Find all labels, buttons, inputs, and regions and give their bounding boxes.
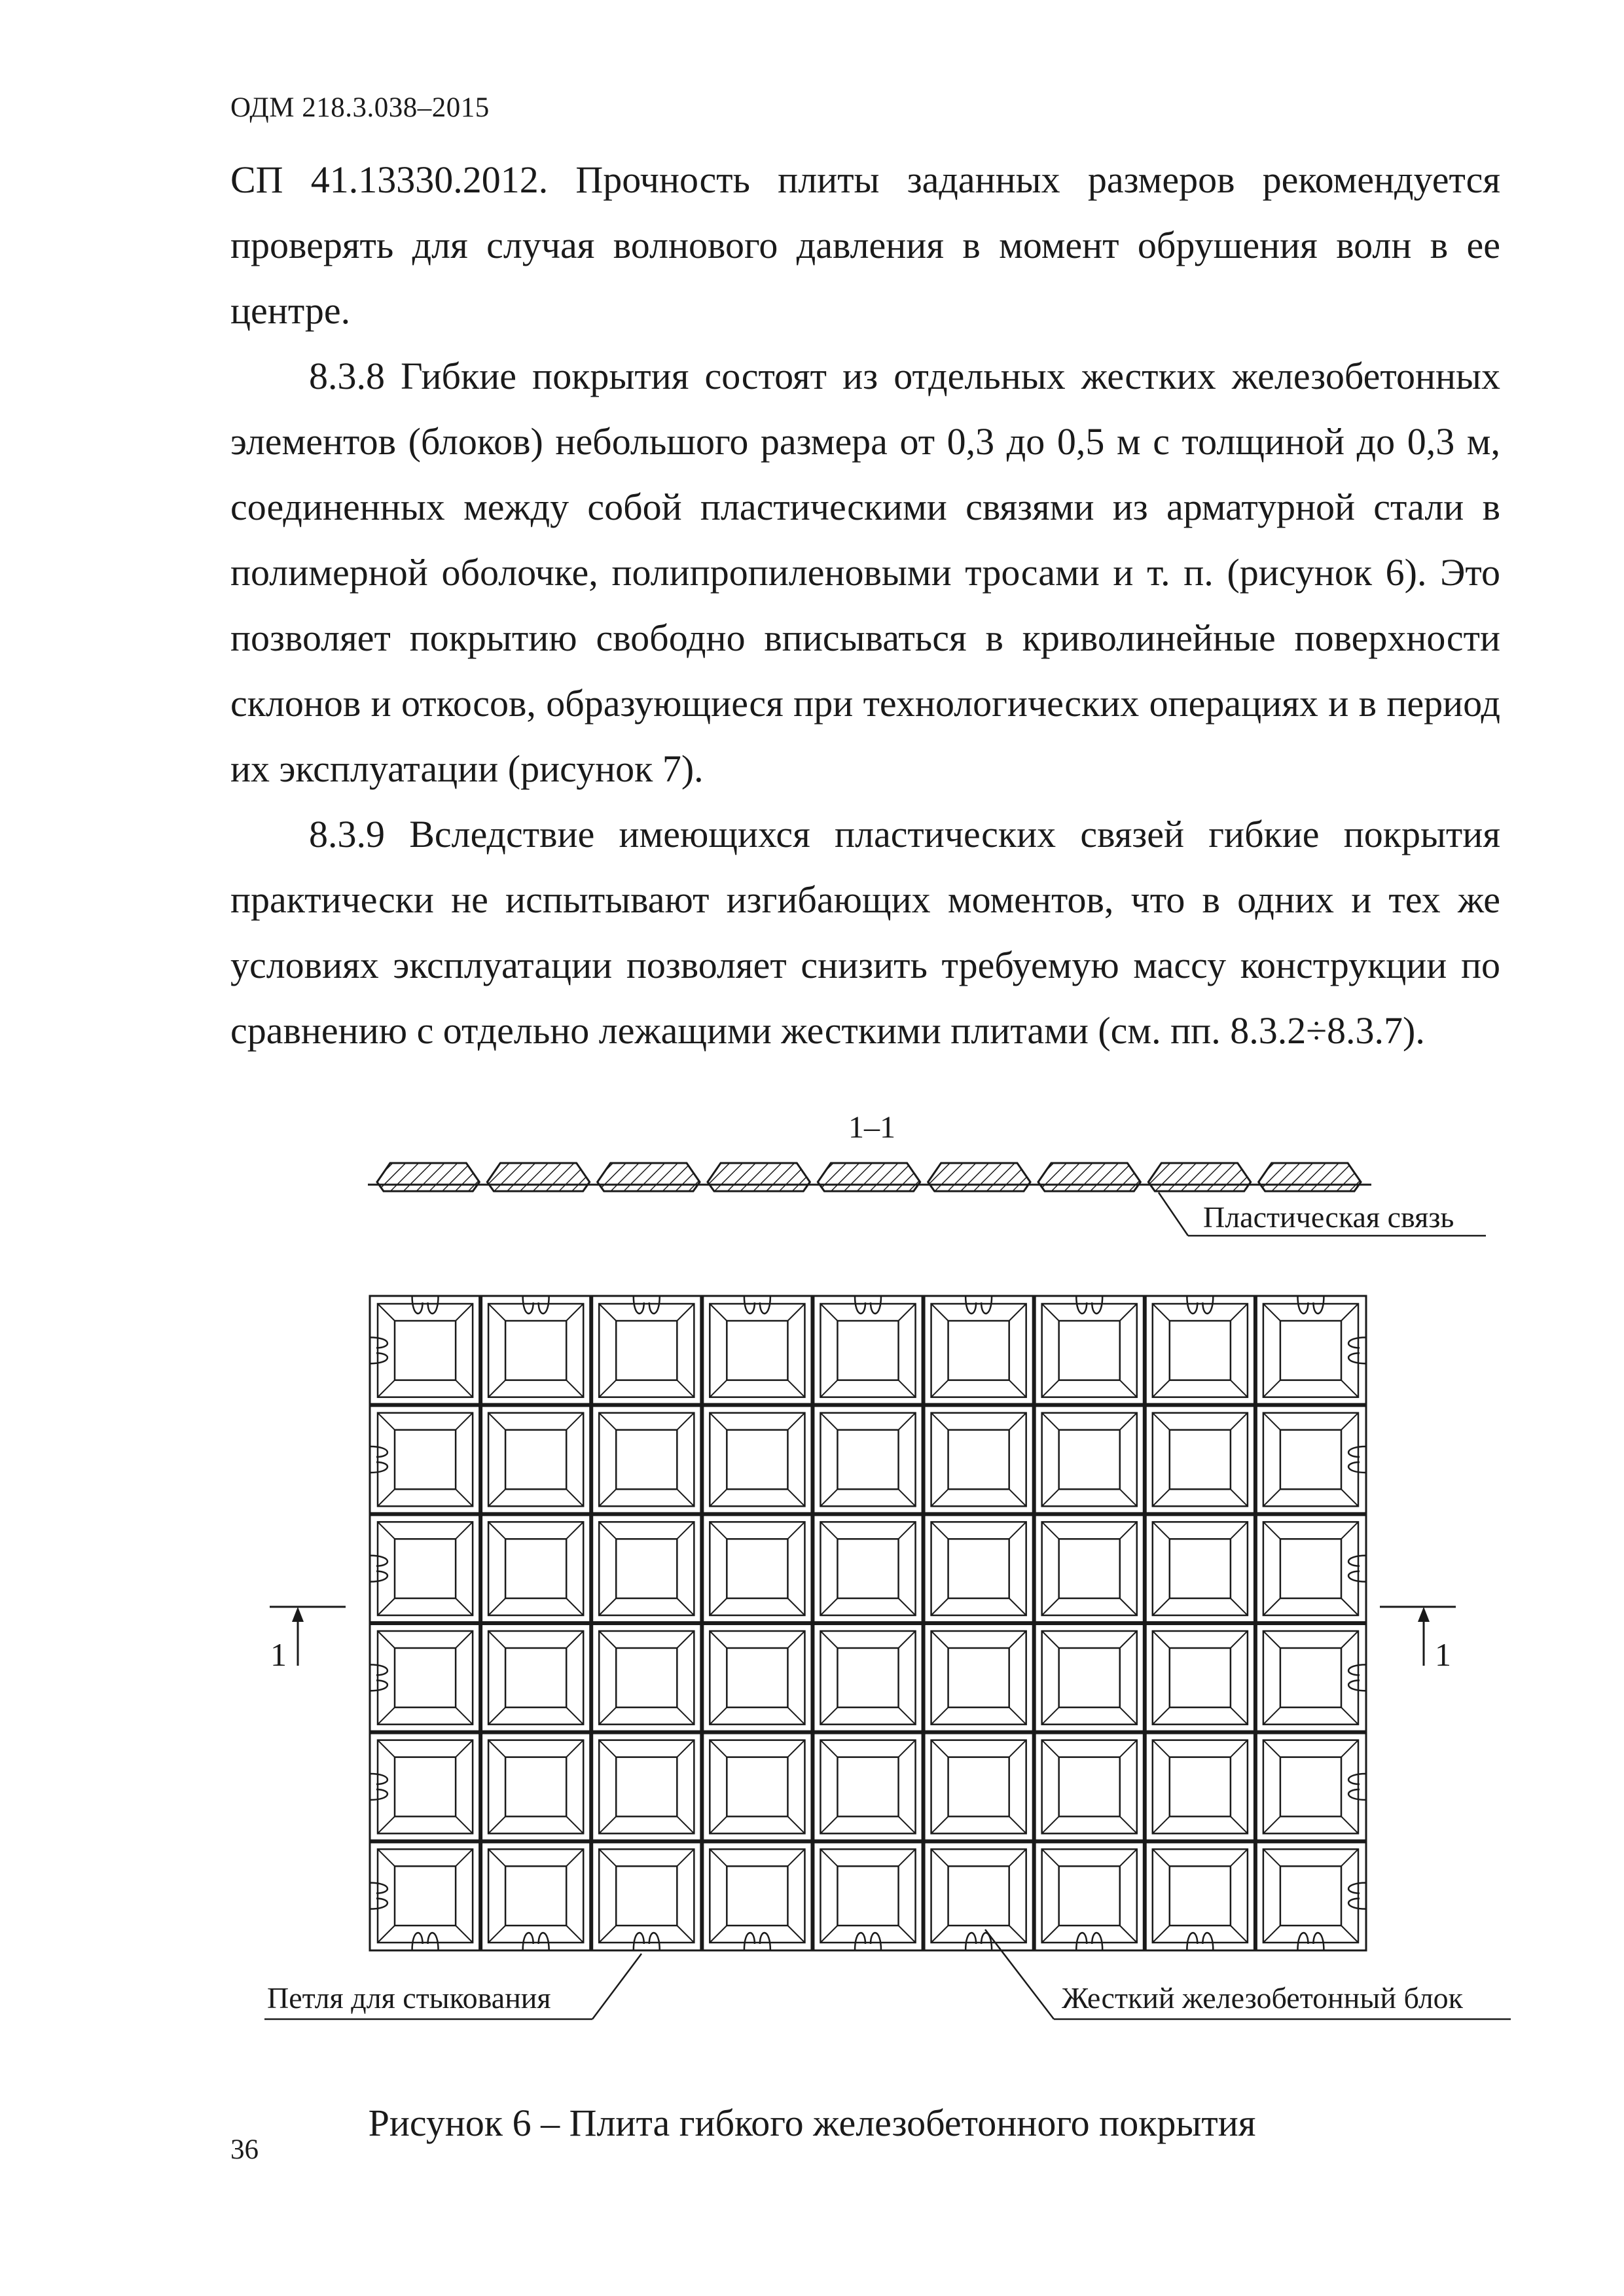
docking-loop [370,1337,388,1363]
plan-grid [370,1296,1366,1950]
concrete-block [931,1413,1026,1507]
concrete-block [599,1849,694,1943]
section-mark-right [1380,1607,1456,1673]
page-number: 36 [230,2134,259,2165]
concrete-block [820,1304,915,1397]
concrete-block [599,1413,694,1507]
document-code: ОДМ 218.3.038–2015 [230,92,490,123]
concrete-block [1042,1304,1137,1397]
concrete-block [1153,1631,1248,1725]
concrete-block [710,1849,804,1943]
concrete-block [1153,1849,1248,1943]
docking-loop [1348,1446,1366,1473]
concrete-block [1042,1631,1137,1725]
concrete-block [710,1413,804,1507]
docking-loop [634,1296,660,1314]
concrete-block [931,1304,1026,1397]
loop-label: Петля для стыкования [267,1981,551,2015]
docking-loop [1297,1933,1324,1950]
concrete-block [931,1522,1026,1615]
docking-loop [1076,1933,1102,1950]
concrete-block [1153,1413,1248,1507]
concrete-block [599,1740,694,1834]
section-block [487,1163,589,1191]
concrete-block [820,1849,915,1943]
concrete-block [378,1304,473,1397]
concrete-block [820,1522,915,1615]
concrete-block [378,1522,473,1615]
plastic-link-callout [1159,1193,1486,1236]
docking-loop [965,1933,992,1950]
docking-loop [523,1933,549,1950]
section-label: 1–1 [848,1110,895,1145]
paragraph-8-3-8: 8.3.8 Гибкие покрытия состоят из отдельных жестких железобетонных элементов (блоков) небольшого размера от 0,3 до 0,5 м с толщиной до 0,3 м, соединенных между собой пластическими связями из арматурной стали в полимерной оболочке, полипропиленовыми тросами и т. п. (рисунок 6). Это позволяет покрытию свободно вписываться в криволинейные поверхности склонов и откосов, образующиеся при технологических операциях и в период их эксплуатации (рисунок 7). [230,355,1500,790]
docking-loop [1297,1296,1324,1314]
concrete-block [1263,1522,1358,1615]
section-profile [368,1163,1371,1191]
concrete-block [820,1740,915,1834]
docking-loop [370,1664,388,1691]
loop-callout [264,1954,641,2019]
section-block [1259,1163,1361,1191]
concrete-block [599,1304,694,1397]
section-mark-right-label: 1 [1435,1636,1451,1673]
docking-loop [370,1556,388,1582]
docking-loop [1348,1664,1366,1691]
concrete-block [488,1849,583,1943]
concrete-block [931,1740,1026,1834]
concrete-block [820,1631,915,1725]
concrete-block [1263,1631,1358,1725]
concrete-block [1263,1740,1358,1834]
concrete-block [599,1631,694,1725]
concrete-block [378,1631,473,1725]
docking-loop [1187,1933,1213,1950]
figure-caption: Рисунок 6 – Плита гибкого железобетонного покрытия [368,2102,1256,2144]
docking-loop [744,1296,770,1314]
docking-loop [412,1933,439,1950]
concrete-block [1153,1740,1248,1834]
docking-loop [634,1933,660,1950]
concrete-block [820,1413,915,1507]
concrete-block [1263,1304,1358,1397]
section-block [1148,1163,1250,1191]
docking-loop [523,1296,549,1314]
concrete-block [710,1631,804,1725]
concrete-block [1042,1413,1137,1507]
section-mark-left-label: 1 [270,1636,287,1673]
concrete-block [1263,1413,1358,1507]
docking-loop [1348,1337,1366,1363]
docking-loop [1348,1556,1366,1582]
section-block [928,1163,1030,1191]
concrete-block [1042,1522,1137,1615]
concrete-block [488,1413,583,1507]
section-block [708,1163,810,1191]
plastic-link-label: Пластическая связь [1203,1200,1454,1234]
concrete-block [599,1522,694,1615]
concrete-block [488,1304,583,1397]
concrete-block [378,1849,473,1943]
concrete-block [488,1522,583,1615]
docking-loop [855,1296,881,1314]
section-block [1038,1163,1140,1191]
block-label: Жесткий железобетонный блок [1062,1981,1464,2015]
docking-loop [855,1933,881,1950]
concrete-block [1042,1849,1137,1943]
concrete-block [488,1631,583,1725]
concrete-block [1042,1740,1137,1834]
docking-loop [744,1933,770,1950]
docking-loop [1187,1296,1213,1314]
concrete-block [1153,1522,1248,1615]
paragraph-8-3-9: 8.3.9 Вследствие имеющихся пластических связей гибкие покрытия практически не испытывают изгибающих моментов, что в одних и тех же условиях эксплуатации позволяет снизить требуемую массу конструкции по сравнению с отдельно лежащими жесткими плитами (см. пп. 8.3.2÷8.3.7). [230,813,1500,1052]
concrete-block [378,1740,473,1834]
docking-loop [412,1296,439,1314]
section-block [598,1163,700,1191]
concrete-block [1263,1849,1358,1943]
concrete-block [710,1304,804,1397]
concrete-block [1153,1304,1248,1397]
docking-loop [370,1446,388,1473]
docking-loop [1348,1774,1366,1800]
docking-loop [965,1296,992,1314]
paragraph-continued: СП 41.13330.2012. Прочность плиты заданных размеров рекомендуется проверять для случая волнового давления в момент обрушения волн в ее центре. [230,158,1500,332]
docking-loop [370,1883,388,1909]
section-block [818,1163,920,1191]
concrete-block [378,1413,473,1507]
section-mark-left [270,1607,346,1673]
docking-loop [1348,1883,1366,1909]
section-block [377,1163,479,1191]
docking-loop [370,1774,388,1800]
docking-loop [1076,1296,1102,1314]
concrete-block [931,1849,1026,1943]
concrete-block [710,1740,804,1834]
concrete-block [710,1522,804,1615]
concrete-block [931,1631,1026,1725]
concrete-block [488,1740,583,1834]
